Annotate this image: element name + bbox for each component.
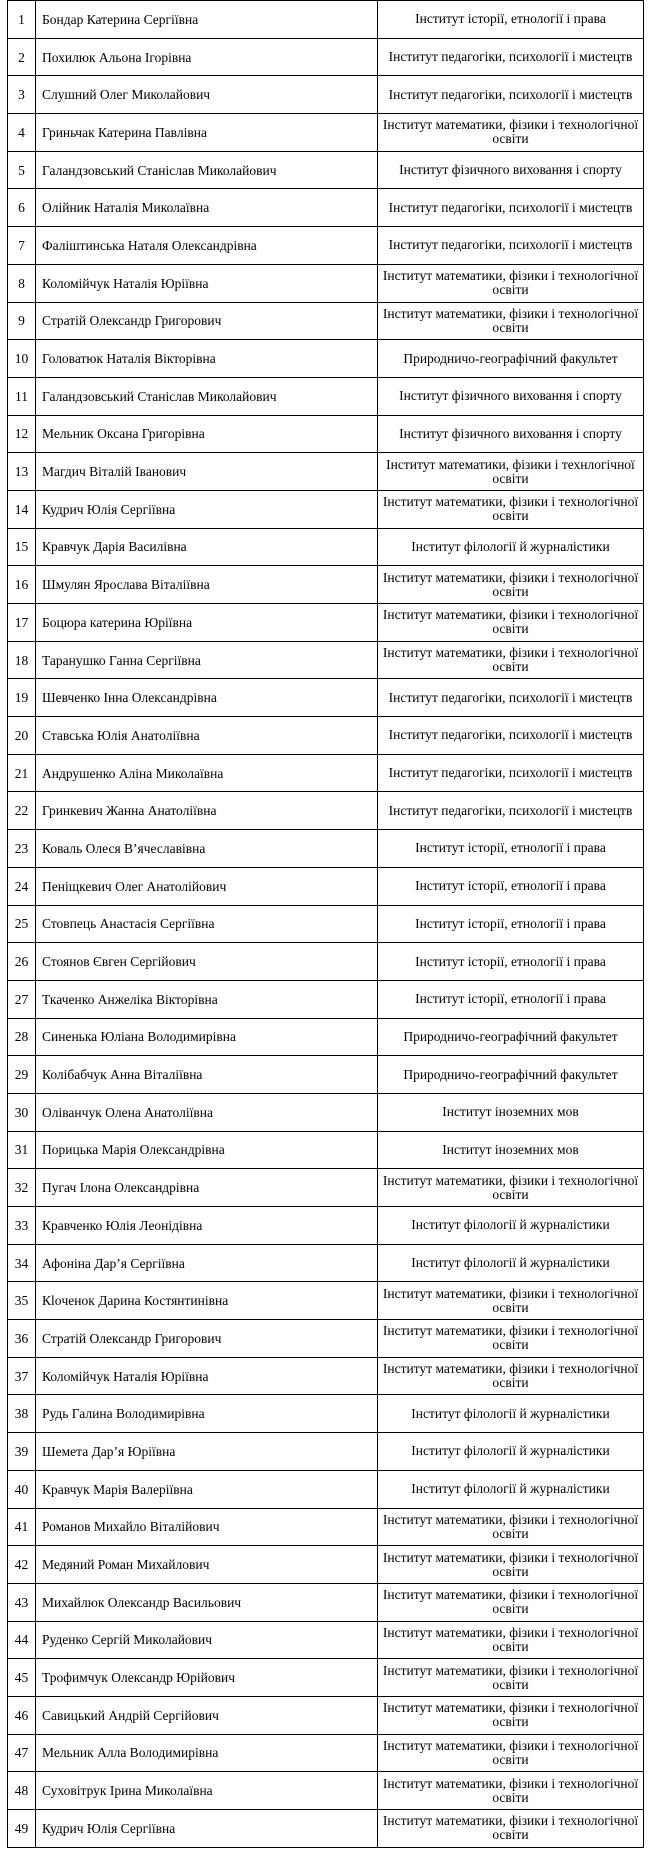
row-number: 28	[8, 1018, 36, 1056]
table-row	[8, 1470, 644, 1508]
row-number: 34	[8, 1244, 36, 1282]
table-row	[8, 1056, 644, 1094]
table-row	[8, 264, 644, 302]
person-name: Коваль Олеся В’ячеславівна	[36, 830, 378, 868]
person-name: Руденко Сергій Миколайович	[36, 1621, 378, 1659]
row-number: 15	[8, 528, 36, 566]
person-name: Колібабчук Анна Віталіївна	[36, 1056, 378, 1094]
institute-name: Інститут історії, етнології і права	[378, 905, 644, 943]
institute-name: Інститут педагогіки, психології і мистецтв	[378, 754, 644, 792]
table-row	[8, 1395, 644, 1433]
person-name: Ставська Юлія Анатоліївна	[36, 717, 378, 755]
institute-name: Інститут математики, фізики і технологічної освіти	[378, 1320, 644, 1358]
person-name: Порицька Марія Олександрівна	[36, 1131, 378, 1169]
person-name: Суховітрук Ірина Миколаївна	[36, 1772, 378, 1810]
person-name: Романов Михайло Віталійович	[36, 1508, 378, 1546]
table-row	[8, 1810, 644, 1848]
person-name: Ткаченко Анжеліка Вікторівна	[36, 980, 378, 1018]
institute-name: Інститут математики, фізики і технлогічної освіти	[378, 453, 644, 491]
person-name: Шевченко Інна Олександрівна	[36, 679, 378, 717]
person-name: Магдич Віталій Іванович	[36, 453, 378, 491]
row-number: 32	[8, 1169, 36, 1207]
table-row	[8, 1244, 644, 1282]
row-number: 18	[8, 641, 36, 679]
table-row	[8, 1093, 644, 1131]
table-row	[8, 189, 644, 227]
row-number: 12	[8, 415, 36, 453]
row-number: 4	[8, 114, 36, 152]
person-name: Кloченок Дарина Костянтинівна	[36, 1282, 378, 1320]
person-name: Андрушенко Аліна Миколаївна	[36, 754, 378, 792]
table-row	[8, 340, 644, 378]
person-name: Коломійчук Наталія Юріївна	[36, 264, 378, 302]
person-name: Галандзовський Станіслав Миколайович	[36, 377, 378, 415]
person-name: Головатюк Наталія Вікторівна	[36, 340, 378, 378]
person-name: Стовпець Анастасія Сергіївна	[36, 905, 378, 943]
table-row	[8, 415, 644, 453]
institute-name: Інститут філології й журналістики	[378, 528, 644, 566]
table-row	[8, 1583, 644, 1621]
table-row	[8, 1696, 644, 1734]
table-row	[8, 980, 644, 1018]
table-row	[8, 227, 644, 265]
person-name: Афоніна Дар’я Сергіївна	[36, 1244, 378, 1282]
person-name: Пугач Ілона Олександрівна	[36, 1169, 378, 1207]
institute-name: Інститут фізичного виховання і спорту	[378, 151, 644, 189]
row-number: 35	[8, 1282, 36, 1320]
institute-name: Інститут історії, етнології і права	[378, 943, 644, 981]
row-number: 42	[8, 1546, 36, 1584]
institute-name: Інститут історії, етнології і права	[378, 1, 644, 39]
table-row	[8, 1282, 644, 1320]
table-body	[8, 1, 644, 1848]
table-row	[8, 1621, 644, 1659]
institute-name: Інститут математики, фізики і технологічної освіти	[378, 1282, 644, 1320]
person-name: Боцюра катерина Юріївна	[36, 604, 378, 642]
table-row	[8, 1659, 644, 1697]
institute-name: Інститут математики, фізики і технологічної освіти	[378, 1546, 644, 1584]
person-name: Коломійчук Наталія Юріївна	[36, 1357, 378, 1395]
institute-name: Інститут математики, фізики і технологічної освіти	[378, 604, 644, 642]
person-name: Михайлюк Олександр Васильович	[36, 1583, 378, 1621]
table-row	[8, 528, 644, 566]
row-number: 10	[8, 340, 36, 378]
row-number: 8	[8, 264, 36, 302]
row-number: 1	[8, 1, 36, 39]
person-name: Галандзовський Станіслав Миколайович	[36, 151, 378, 189]
row-number: 19	[8, 679, 36, 717]
row-number: 37	[8, 1357, 36, 1395]
row-number: 41	[8, 1508, 36, 1546]
person-name: Кравченко Юлія Леонідівна	[36, 1207, 378, 1245]
row-number: 47	[8, 1734, 36, 1772]
institute-name: Інститут філології й журналістики	[378, 1244, 644, 1282]
table-row	[8, 453, 644, 491]
institute-name: Інститут математики, фізики і технологічної освіти	[378, 490, 644, 528]
institute-name: Інститут філології й журналістики	[378, 1433, 644, 1471]
institute-name: Інститут історії, етнології і права	[378, 830, 644, 868]
table-row	[8, 1320, 644, 1358]
table-row	[8, 754, 644, 792]
institute-name: Інститут математики, фізики і технологічної освіти	[378, 1583, 644, 1621]
person-name: Фаліштинська Наталя Олександрівна	[36, 227, 378, 265]
row-number: 38	[8, 1395, 36, 1433]
row-number: 48	[8, 1772, 36, 1810]
table-row	[8, 38, 644, 76]
row-number: 49	[8, 1810, 36, 1848]
institute-name: Інститут педагогіки, психології і мистецтв	[378, 76, 644, 114]
person-name: Стратій Олександр Григорович	[36, 1320, 378, 1358]
institute-name: Інститут філології й журналістики	[378, 1207, 644, 1245]
row-number: 21	[8, 754, 36, 792]
person-name: Гриньчак Катерина Павлівна	[36, 114, 378, 152]
institute-name: Природничо-географічний факультет	[378, 1056, 644, 1094]
row-number: 11	[8, 377, 36, 415]
row-number: 33	[8, 1207, 36, 1245]
person-name: Кудрич Юлія Сергіївна	[36, 1810, 378, 1848]
person-name: Трофимчук Олександр Юрійович	[36, 1659, 378, 1697]
row-number: 44	[8, 1621, 36, 1659]
row-number: 30	[8, 1093, 36, 1131]
participants-table	[7, 0, 644, 1848]
institute-name: Інститут математики, фізики і технологічної освіти	[378, 1508, 644, 1546]
person-name: Мельник Алла Володимирівна	[36, 1734, 378, 1772]
row-number: 40	[8, 1470, 36, 1508]
institute-name: Інститут математики, фізики і технологічної освіти	[378, 302, 644, 340]
person-name: Олійник Наталія Миколаївна	[36, 189, 378, 227]
table-row	[8, 1508, 644, 1546]
institute-name: Інститут історії, етнології і права	[378, 980, 644, 1018]
person-name: Рудь Галина Володимирівна	[36, 1395, 378, 1433]
institute-name: Інститут філології й журналістики	[378, 1470, 644, 1508]
table-row	[8, 717, 644, 755]
institute-name: Інститут математики, фізики і технологічної освіти	[378, 1357, 644, 1395]
institute-name: Інститут математики, фізики і технологічної освіти	[378, 1810, 644, 1848]
table-row	[8, 1207, 644, 1245]
institute-name: Інститут математики, фізики і технологічної освіти	[378, 1696, 644, 1734]
person-name: Медяний Роман Михайлович	[36, 1546, 378, 1584]
person-name: Стратій Олександр Григорович	[36, 302, 378, 340]
table-row	[8, 943, 644, 981]
table-row	[8, 1357, 644, 1395]
person-name: Кравчук Дарія Василівна	[36, 528, 378, 566]
institute-name: Інститут педагогіки, психології і мистецтв	[378, 189, 644, 227]
person-name: Гринкевич Жанна Анатоліївна	[36, 792, 378, 830]
table-row	[8, 792, 644, 830]
institute-name: Природничо-географічний факультет	[378, 1018, 644, 1056]
person-name: Слушний Олег Миколайович	[36, 76, 378, 114]
table-row	[8, 905, 644, 943]
row-number: 5	[8, 151, 36, 189]
institute-name: Інститут математики, фізики і технологічної освіти	[378, 641, 644, 679]
row-number: 25	[8, 905, 36, 943]
table-row	[8, 377, 644, 415]
institute-name: Інститут математики, фізики і технологічної освіти	[378, 566, 644, 604]
row-number: 23	[8, 830, 36, 868]
institute-name: Інститут педагогіки, психології і мистецтв	[378, 792, 644, 830]
table-row	[8, 302, 644, 340]
table-row	[8, 1131, 644, 1169]
person-name: Кравчук Марія Валеріївна	[36, 1470, 378, 1508]
person-name: Стоянов Євген Сергійович	[36, 943, 378, 981]
table-row	[8, 151, 644, 189]
row-number: 22	[8, 792, 36, 830]
institute-name: Інститут педагогіки, психології і мистецтв	[378, 679, 644, 717]
institute-name: Природничо-географічний факультет	[378, 340, 644, 378]
table-row	[8, 490, 644, 528]
table-row	[8, 76, 644, 114]
table-row	[8, 1772, 644, 1810]
row-number: 26	[8, 943, 36, 981]
row-number: 24	[8, 867, 36, 905]
table-row	[8, 867, 644, 905]
table-row	[8, 604, 644, 642]
row-number: 16	[8, 566, 36, 604]
row-number: 20	[8, 717, 36, 755]
institute-name: Інститут математики, фізики і технологічної освіти	[378, 114, 644, 152]
person-name: Похилюк Альона Ігорівна	[36, 38, 378, 76]
table-row	[8, 1169, 644, 1207]
person-name: Пеніщкевич Олег Анатолійович	[36, 867, 378, 905]
row-number: 7	[8, 227, 36, 265]
table-row	[8, 114, 644, 152]
institute-name: Інститут історії, етнології і права	[378, 867, 644, 905]
row-number: 3	[8, 76, 36, 114]
participants-table-wrap	[7, 0, 643, 1850]
institute-name: Інститут педагогіки, психології і мистецтв	[378, 38, 644, 76]
row-number: 14	[8, 490, 36, 528]
row-number: 17	[8, 604, 36, 642]
institute-name: Інститут філології й журналістики	[378, 1395, 644, 1433]
institute-name: Інститут математики, фізики і технологічної освіти	[378, 1169, 644, 1207]
table-row	[8, 1018, 644, 1056]
institute-name: Інститут математики, фізики і технологічної освіти	[378, 1734, 644, 1772]
row-number: 9	[8, 302, 36, 340]
table-row	[8, 566, 644, 604]
table-row	[8, 1, 644, 39]
institute-name: Інститут педагогіки, психології і мистецтв	[378, 717, 644, 755]
row-number: 13	[8, 453, 36, 491]
table-row	[8, 679, 644, 717]
table-row	[8, 830, 644, 868]
row-number: 43	[8, 1583, 36, 1621]
table-row	[8, 1546, 644, 1584]
institute-name: Інститут математики, фізики і технологічної освіти	[378, 1772, 644, 1810]
person-name: Бондар Катерина Сергіївна	[36, 1, 378, 39]
row-number: 27	[8, 980, 36, 1018]
institute-name: Інститут математики, фізики і технологічної освіти	[378, 1659, 644, 1697]
institute-name: Інститут фізичного виховання і спорту	[378, 415, 644, 453]
row-number: 2	[8, 38, 36, 76]
person-name: Кудрич Юлія Сергіївна	[36, 490, 378, 528]
institute-name: Інститут математики, фізики і технологічної освіти	[378, 264, 644, 302]
row-number: 45	[8, 1659, 36, 1697]
institute-name: Інститут іноземних мов	[378, 1131, 644, 1169]
institute-name: Інститут фізичного виховання і спорту	[378, 377, 644, 415]
person-name: Таранушко Ганна Сергіївна	[36, 641, 378, 679]
row-number: 36	[8, 1320, 36, 1358]
institute-name: Інститут іноземних мов	[378, 1093, 644, 1131]
table-row	[8, 1433, 644, 1471]
person-name: Савицький Андрій Сергійович	[36, 1696, 378, 1734]
row-number: 39	[8, 1433, 36, 1471]
table-row	[8, 1734, 644, 1772]
row-number: 6	[8, 189, 36, 227]
person-name: Оліванчук Олена Анатоліївна	[36, 1093, 378, 1131]
row-number: 46	[8, 1696, 36, 1734]
row-number: 29	[8, 1056, 36, 1094]
institute-name: Інститут педагогіки, психології і мистецтв	[378, 227, 644, 265]
row-number: 31	[8, 1131, 36, 1169]
institute-name: Інститут математики, фізики і технологічної освіти	[378, 1621, 644, 1659]
person-name: Шемета Дар’я Юріївна	[36, 1433, 378, 1471]
person-name: Шмулян Ярослава Віталіївна	[36, 566, 378, 604]
person-name: Синенька Юліана Володимирівна	[36, 1018, 378, 1056]
table-row	[8, 641, 644, 679]
person-name: Мельник Оксана Григорівна	[36, 415, 378, 453]
